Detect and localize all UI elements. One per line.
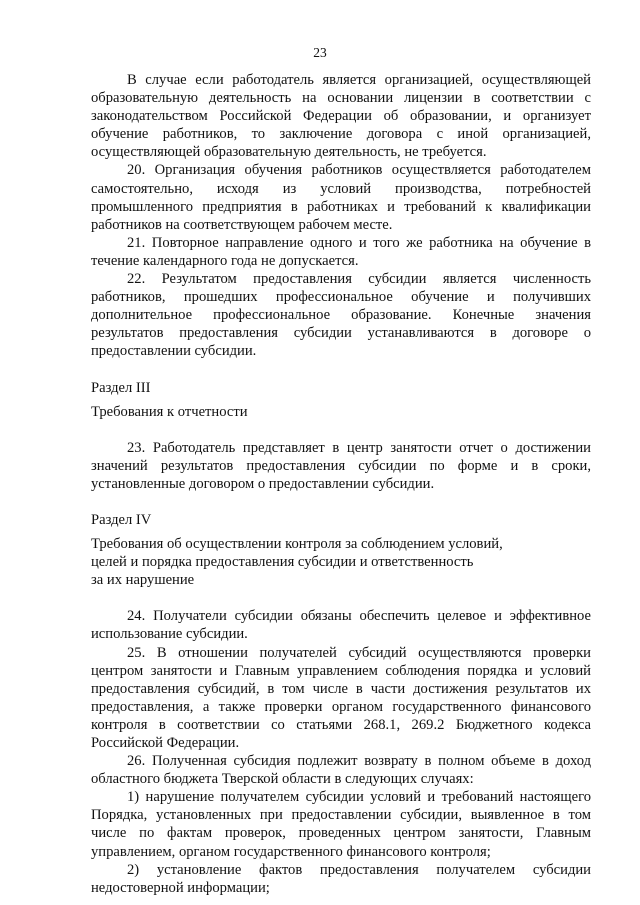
paragraph-26-item-1: 1) нарушение получателем субсидии условий и требований настоящего Порядка, установленных при предоставлении субсидии, выявленное в том числе по фактам проверок, проведенных центром занятости, Главным управлением, органом государственного финансового контроля; <box>91 789 591 860</box>
spacer <box>91 421 591 439</box>
section-4-title-line-1: Требования об осуществлении контроля за соблюдением условий, <box>91 536 503 553</box>
section-4-heading: Раздел IV <box>91 511 152 528</box>
paragraph-24: 24. Получатели субсидии обязаны обеспечить целевое и эффективное использование субсидии. <box>91 608 591 643</box>
spacer <box>91 589 591 607</box>
paragraph-20: 20. Организация обучения работников осуществляется работодателем самостоятельно, исходя из условий производства, потребностей промышленного предприятия в работниках и требований к квалификации работников на соответствующем рабочем месте. <box>91 162 591 233</box>
page-number: 23 <box>313 45 327 60</box>
section-4-title-line-3: за их нарушение <box>91 572 195 589</box>
paragraph-26-item-2: 2) установление фактов предоставления получателем субсидии недостоверной информации; <box>91 861 591 896</box>
section-3-title: Требования к отчетности <box>91 403 248 420</box>
spacer <box>91 361 591 379</box>
section-3-heading: Раздел III <box>91 379 151 396</box>
paragraph-26: 26. Полученная субсидия подлежит возврату в полном объеме в доход областного бюджета Тверской области в следующих случаях: <box>91 753 591 788</box>
document-body <box>91 71 591 897</box>
paragraph-23: 23. Работодатель представляет в центр занятости отчет о достижении значений результатов предоставления субсидии по форме и в сроки, установленные договором о предоставлении субсидии. <box>91 439 591 492</box>
paragraph-22: 22. Результатом предоставления субсидии является численность работников, прошедших профессиональное обучение и получивших дополнительное профессиональное образование. Конечные значения результатов предоставления субсидии устанавливаются в договоре о предоставлении субсидии. <box>91 271 591 360</box>
paragraph-25: 25. В отношении получателей субсидий осуществляются проверки центром занятости и Главным управлением соблюдения порядка и условий предоставления субсидий, в том числе в части достижения результатов их предоставления, а также проверки органом государственного финансового контроля в соответствии со статьями 268.1, 269.2 Бюджетного кодекса Российской Федерации. <box>91 644 591 751</box>
paragraph-employer-license: В случае если работодатель является организацией, осуществляющей образовательную деятельность на основании лицензии в соответствии с законодательством Российской Федерации об образовании, и организует обучение работников, то заключение договора с иной организацией, осуществляющей образовательную деятельность, не требуется. <box>91 72 591 161</box>
spacer <box>91 493 591 511</box>
section-4-title-line-2: целей и порядка предоставления субсидии и ответственность <box>91 554 474 571</box>
paragraph-21: 21. Повторное направление одного и того же работника на обучение в течение календарного года не допускается. <box>91 234 591 269</box>
